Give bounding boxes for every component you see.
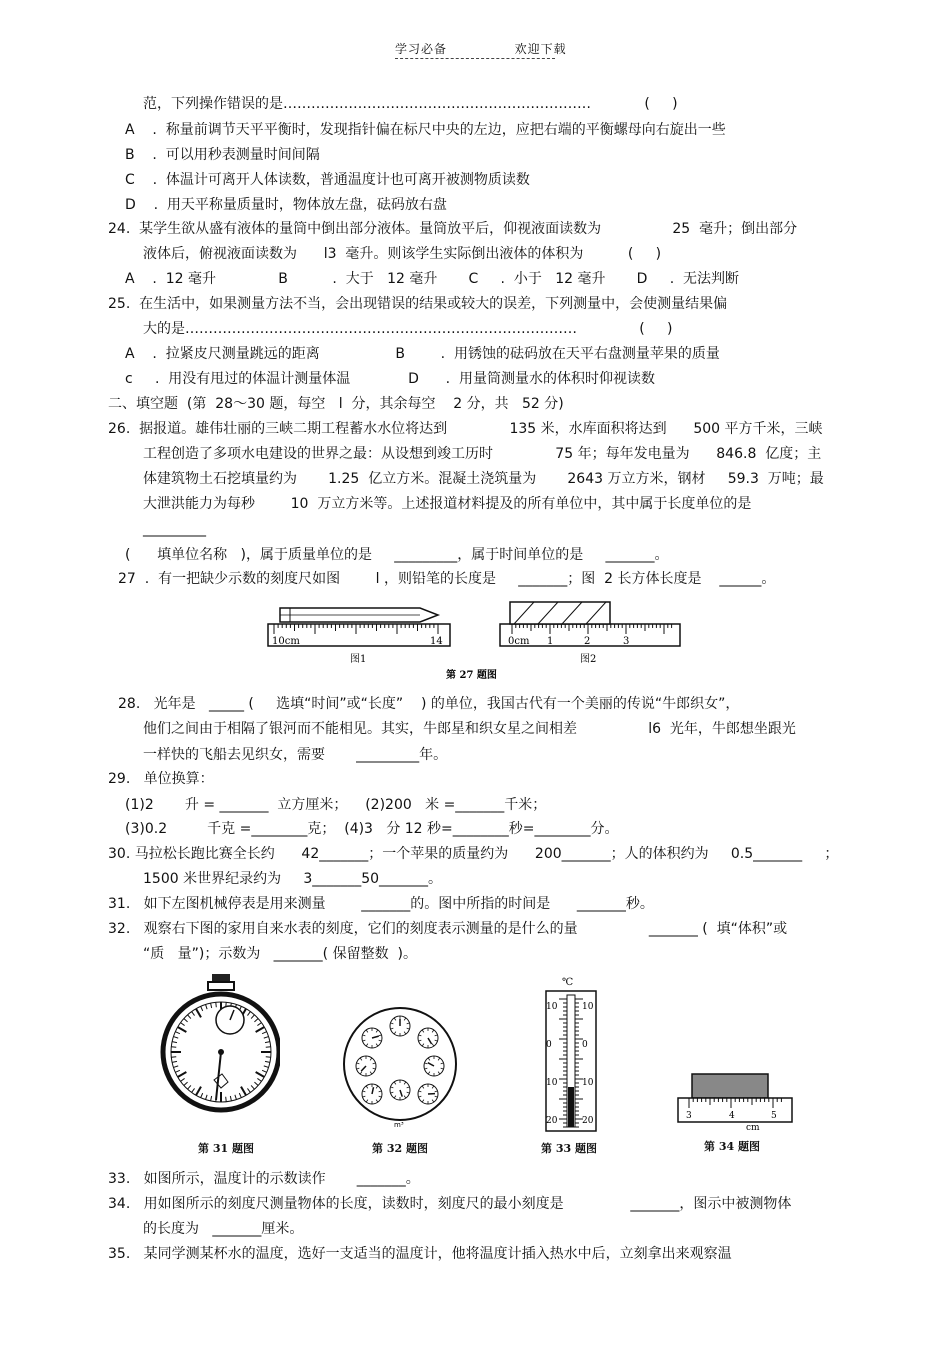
ruler-34-unit: cm bbox=[746, 1123, 760, 1133]
ruler-1-caption: 图1 bbox=[350, 654, 367, 665]
text-line-1: 范，下列操作错误的是………………………………………………………… ( ) bbox=[143, 96, 678, 112]
text-line-12: c . 用没有甩过的体温计测量体温 D . 用量筒测量水的体积时仰视读数 bbox=[125, 371, 655, 387]
text-line-7: 液体后，俯视液面读数为 l3 毫升。则该学生实际倒出液体的体积为 ( ) bbox=[143, 246, 662, 262]
text-line-14: 26. 据报道。雄伟壮丽的三峡二期工程蓄水水位将达到 135 米，水库面积将达到 500 平方千米，三峡 bbox=[108, 421, 823, 437]
figure-32-water-meter bbox=[340, 1002, 460, 1132]
meter-unit: m³ bbox=[394, 1121, 404, 1129]
thermometer-tick-label: 20 bbox=[546, 1116, 558, 1126]
figure-33-thermometer bbox=[540, 975, 600, 1135]
page-header bbox=[395, 40, 567, 57]
text-line-15: 工程创造了多项水电建设的世界之最：从设想到竣工历时 75 年；每年发电量为 846.8 亿度；主 bbox=[143, 446, 822, 462]
tick-mark bbox=[266, 1047, 271, 1048]
text-line-9: 25. 在生活中，如果测量方法不当，会出现错误的结果或较大的误差，下列测量中，会使测量结果偏 bbox=[108, 296, 728, 312]
text-line-30: 32. 观察右下图的家用自来水表的刻度，它们的刻度表示测量的是什么的量 _______ ( 填“体积”或 bbox=[108, 921, 788, 937]
text-line-20: 27 . 有一把缺少示数的刻度尺如图 l ，则铅笔的长度是 _______；图 2 长方体长度是 ______。 bbox=[118, 571, 776, 587]
figure-32-caption: 第 32 题图 bbox=[372, 1142, 428, 1155]
text-line-32: 33. 如图所示，温度计的示数读作 _______。 bbox=[108, 1171, 420, 1187]
text-line-33: 34. 用如图所示的刻度尺测量物体的长度，读数时，刻度尺的最小刻度是 _______，图示中被测物体 bbox=[108, 1196, 792, 1212]
header-rule bbox=[395, 58, 555, 59]
thermometer-tick-label: 10 bbox=[546, 1078, 558, 1088]
text-line-19: ( 填单位名称 )，属于质量单位的是 _________，属于时间单位的是 _______。 bbox=[125, 547, 669, 563]
ruler-2-label-1: 1 bbox=[547, 636, 554, 647]
text-line-4: C . 体温计可离开人体读数，普通温度计也可离开被测物质读数 bbox=[125, 172, 530, 188]
ruler-2-label-2: 2 bbox=[584, 636, 591, 647]
thermometer-unit: ℃ bbox=[562, 977, 574, 988]
figure-31-stopwatch bbox=[160, 972, 280, 1130]
ruler-1-end-label: 14 bbox=[430, 636, 443, 647]
figure-34-ruler bbox=[676, 1068, 796, 1134]
text-line-21: 28. 光年是 _____ ( 选填“时间”或“长度” ) 的单位，我国古代有一个美丽的传说“牛郎织女”， bbox=[118, 696, 740, 712]
ruler-34-label-3: 3 bbox=[686, 1111, 692, 1121]
thermometer-tick-label: 10 bbox=[546, 1002, 558, 1012]
ruler-34-label-4: 4 bbox=[729, 1111, 735, 1121]
tick-mark bbox=[216, 1002, 217, 1007]
text-line-27: 30. 马拉松长跑比赛全长约 42_______；一个苹果的质量约为 200_______；人的体积约为 0.5_______ ； bbox=[108, 846, 839, 862]
tick-mark bbox=[171, 1047, 176, 1048]
text-line-26: (3)0.2 千克 =________克； (4)3 分 12 秒=________秒=________分。 bbox=[125, 821, 619, 837]
tick-mark bbox=[226, 1097, 227, 1102]
text-line-16: 体建筑物土石挖填量约为 1.25 亿立方米。混凝土浇筑量为 2643 万立方米，钢材 59.3 万吨；最 bbox=[143, 471, 824, 487]
figure-27 bbox=[262, 596, 692, 686]
text-line-28: 1500 米世界纪录约为 3_______50_______。 bbox=[143, 871, 443, 887]
text-line-24: 29. 单位换算： bbox=[108, 771, 214, 787]
text-line-18: _________ bbox=[143, 521, 206, 537]
figure-31-caption: 第 31 题图 bbox=[198, 1142, 254, 1155]
header-right: 欢迎下载 bbox=[514, 42, 567, 56]
mercury-column bbox=[568, 1087, 574, 1127]
text-line-13: 二、填空题 (第 28～30 题，每空 l 分，其余每空 2 分，共 52 分) bbox=[108, 396, 564, 412]
text-line-8: A . 12 毫升 B . 大于 12 毫升 C . 小于 12 毫升 D . 无法判断 bbox=[125, 271, 740, 287]
text-line-3: B . 可以用秒表测量时间间隔 bbox=[125, 147, 320, 163]
text-line-29: 31. 如下左图机械停表是用来测量 _______的。图中所指的时间是 _______秒。 bbox=[108, 896, 654, 912]
ruler-2 bbox=[500, 602, 680, 665]
text-line-6: 24. 某学生欲从盛有液体的量筒中倒出部分液体。量筒放平后，仰视液面读数为 25 毫升；倒出部分 bbox=[108, 221, 798, 237]
text-line-31: “质 量”)；示数为 _______( 保留整数 )。 bbox=[143, 946, 417, 962]
tick-mark bbox=[171, 1057, 176, 1058]
thermometer-tick-label: 10 bbox=[582, 1078, 594, 1088]
figure-34-caption: 第 34 题图 bbox=[704, 1140, 760, 1153]
ruler-34-label-5: 5 bbox=[771, 1111, 777, 1121]
ruler-1 bbox=[268, 608, 450, 665]
text-line-22: 他们之间由于相隔了银河而不能相见。其实，牛郎星和织女星之间相差 l6 光年，牛郎想坐跟光 bbox=[143, 721, 796, 737]
text-line-17: 大泄洪能力为每秒 10 万立方米等。上述报道材料提及的所有单位中，其中属于长度单位的是 bbox=[143, 496, 752, 512]
thermometer-tick-label: 20 bbox=[582, 1116, 594, 1126]
text-line-35: 35. 某同学测某杯水的温度，选好一支适当的温度计，他将温度计插入热水中后，立刻拿出来观察温 bbox=[108, 1246, 732, 1262]
text-line-2: A . 称量前调节天平平衡时，发现指针偏在标尺中央的左边，应把右端的平衡螺母向右旋出一些 bbox=[125, 122, 726, 138]
figure-33-caption: 第 33 题图 bbox=[541, 1142, 597, 1155]
text-line-5: D . 用天平称量质量时，物体放左盘，砝码放右盘 bbox=[125, 197, 447, 213]
text-line-34: 的长度为 _______厘米。 bbox=[143, 1221, 304, 1237]
text-line-25: (1)2 升 = _______ 立方厘米； (2)200 米 =_______千米； bbox=[125, 797, 547, 813]
thermometer-tick-label: 10 bbox=[582, 1002, 594, 1012]
thermometer-tick-label: 0 bbox=[582, 1040, 588, 1050]
ruler-2-caption: 图2 bbox=[580, 654, 597, 665]
cuboid bbox=[510, 602, 610, 624]
figure-27-caption: 第 27 题图 bbox=[446, 670, 497, 681]
ruler-2-label-3: 3 bbox=[623, 636, 630, 647]
thermometer-tick-label: 0 bbox=[546, 1040, 552, 1050]
ruler-2-label-0: 0cm bbox=[508, 636, 530, 647]
text-line-23: 一样快的飞船去见织女，需要 _________年。 bbox=[143, 747, 448, 763]
measured-object bbox=[692, 1074, 768, 1098]
text-line-10: 大的是………………………………………………………………………… ( ) bbox=[143, 321, 673, 337]
tick-mark bbox=[266, 1057, 271, 1058]
header-left: 学习必备 bbox=[395, 42, 448, 56]
text-line-11: A . 拉紧皮尺测量跳远的距离 B . 用锈蚀的砝码放在天平右盘测量苹果的质量 bbox=[125, 346, 720, 362]
ruler-1-start-label: 10cm bbox=[272, 636, 300, 647]
